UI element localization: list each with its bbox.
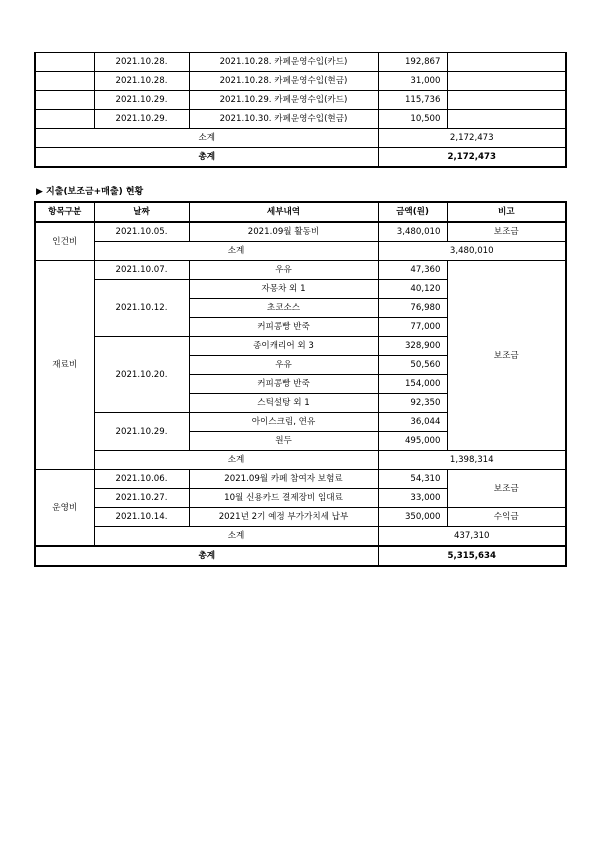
amount-cell: 40,120: [378, 280, 447, 299]
category-cell: 재료비: [35, 261, 94, 470]
amount-cell: 76,980: [378, 299, 447, 318]
total-value: 5,315,634: [378, 546, 566, 566]
subtotal-label: 소계: [94, 242, 378, 261]
total-value: 2,172,473: [378, 148, 566, 168]
subtotal-value: 437,310: [378, 527, 566, 547]
subtotal-row: [35, 527, 566, 547]
table-row: [35, 470, 566, 489]
desc-cell: 2021.10.28. 카페운영수입(카드): [189, 53, 378, 72]
amount-cell: 495,000: [378, 432, 447, 451]
date-cell: 2021.10.28.: [94, 53, 189, 72]
header-date: 날짜: [94, 202, 189, 222]
desc-cell: 2021.09월 카페 참여자 보험료: [189, 470, 378, 489]
date-cell: 2021.10.20.: [94, 337, 189, 413]
desc-cell: 2021년 2기 예정 부가가치세 납부: [189, 508, 378, 527]
note-cell: 보조금: [447, 470, 566, 508]
desc-cell: 종이캐리어 외 3: [189, 337, 378, 356]
date-cell: 2021.10.14.: [94, 508, 189, 527]
note-cell: 보조금: [447, 261, 566, 451]
header-note: 비고: [447, 202, 566, 222]
note-cell: [447, 72, 566, 91]
date-cell: 2021.10.07.: [94, 261, 189, 280]
desc-cell: 2021.10.28. 카페운영수입(현금): [189, 72, 378, 91]
date-cell: 2021.10.29.: [94, 91, 189, 110]
amount-cell: 33,000: [378, 489, 447, 508]
subtotal-row: [35, 242, 566, 261]
category-cell: 인건비: [35, 222, 94, 261]
desc-cell: 2021.10.30. 카페운영수입(현금): [189, 110, 378, 129]
note-cell: [447, 91, 566, 110]
desc-cell: 자몽차 외 1: [189, 280, 378, 299]
desc-cell: 커피콩빵 반죽: [189, 318, 378, 337]
table-row: [35, 72, 566, 91]
amount-cell: 31,000: [378, 72, 447, 91]
desc-cell: 2021.10.29. 카페운영수입(카드): [189, 91, 378, 110]
amount-cell: 3,480,010: [378, 222, 447, 242]
note-cell: 보조금: [447, 222, 566, 242]
subtotal-label: 소계: [94, 451, 378, 470]
header-row: [35, 202, 566, 222]
header-category: 항목구분: [35, 202, 94, 222]
category-cell: [35, 110, 94, 129]
subtotal-row: [35, 451, 566, 470]
date-cell: 2021.10.29.: [94, 110, 189, 129]
date-cell: 2021.10.27.: [94, 489, 189, 508]
total-label: 총계: [35, 148, 378, 168]
amount-cell: 92,350: [378, 394, 447, 413]
date-cell: 2021.10.28.: [94, 72, 189, 91]
header-amount: 금액(원): [378, 202, 447, 222]
date-cell: 2021.10.06.: [94, 470, 189, 489]
subtotal-value: 3,480,010: [378, 242, 566, 261]
desc-cell: 스틱설탕 외 1: [189, 394, 378, 413]
expense-table: [34, 201, 567, 567]
header-desc: 세부내역: [189, 202, 378, 222]
amount-cell: 36,044: [378, 413, 447, 432]
amount-cell: 192,867: [378, 53, 447, 72]
amount-cell: 50,560: [378, 356, 447, 375]
desc-cell: 10월 신용카드 결제장비 임대료: [189, 489, 378, 508]
subtotal-value: 2,172,473: [378, 129, 566, 148]
amount-cell: 54,310: [378, 470, 447, 489]
date-cell: 2021.10.05.: [94, 222, 189, 242]
subtotal-label: 소계: [35, 129, 378, 148]
income-table: [34, 52, 567, 168]
note-cell: [447, 110, 566, 129]
note-cell: 수익금: [447, 508, 566, 527]
subtotal-value: 1,398,314: [378, 451, 566, 470]
total-row: [35, 148, 566, 168]
date-cell: 2021.10.12.: [94, 280, 189, 337]
desc-cell: 원두: [189, 432, 378, 451]
total-label: 총계: [35, 546, 378, 566]
total-row: [35, 546, 566, 566]
desc-cell: 2021.09월 활동비: [189, 222, 378, 242]
table-row: [35, 222, 566, 242]
table-row: [35, 261, 566, 280]
table-row: [35, 110, 566, 129]
section-title: ▶ 지출(보조금+매출) 현황: [36, 187, 144, 197]
subtotal-label: 소계: [94, 527, 378, 547]
amount-cell: 10,500: [378, 110, 447, 129]
amount-cell: 328,900: [378, 337, 447, 356]
category-cell: [35, 91, 94, 110]
desc-cell: 아이스크림, 연유: [189, 413, 378, 432]
category-cell: 운영비: [35, 470, 94, 547]
category-cell: [35, 53, 94, 72]
subtotal-row: [35, 129, 566, 148]
amount-cell: 115,736: [378, 91, 447, 110]
amount-cell: 154,000: [378, 375, 447, 394]
note-cell: [447, 53, 566, 72]
table-row: [35, 53, 566, 72]
desc-cell: 커피콩빵 반죽: [189, 375, 378, 394]
category-cell: [35, 72, 94, 91]
desc-cell: 우유: [189, 261, 378, 280]
date-cell: 2021.10.29.: [94, 413, 189, 451]
amount-cell: 350,000: [378, 508, 447, 527]
table-row: [35, 91, 566, 110]
table-row: [35, 508, 566, 527]
desc-cell: 초코소스: [189, 299, 378, 318]
desc-cell: 우유: [189, 356, 378, 375]
amount-cell: 47,360: [378, 261, 447, 280]
amount-cell: 77,000: [378, 318, 447, 337]
